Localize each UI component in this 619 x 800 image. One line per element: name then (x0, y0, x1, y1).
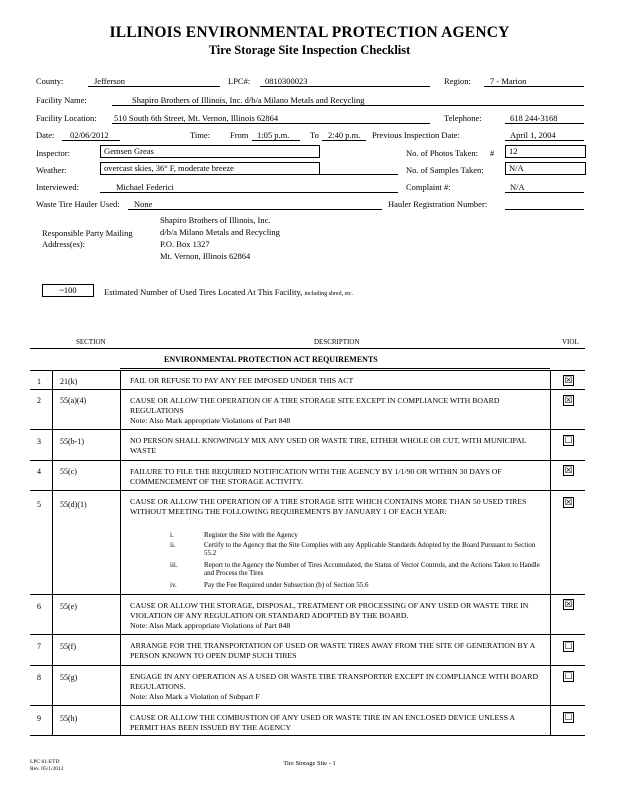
mailing-label-1: Responsible Party Mailing (42, 228, 133, 238)
interviewed-label: Interviewed: (36, 182, 79, 192)
hauler-label: Waste Tire Hauler Used: (36, 199, 120, 209)
date-label: Date: (36, 130, 55, 140)
county-value: Jefferson (94, 76, 125, 86)
complaint-label: Complaint #: (406, 182, 451, 192)
row-1-description: FAIL OR REFUSE TO PAY ANY FEE IMPOSED UNDER THIS ACT (130, 376, 354, 385)
subitem-num: iii. (170, 561, 178, 569)
row-8-note: Note: Also Mark a Violation of Subpart F (130, 692, 260, 701)
lpc-label: LPC#: (228, 76, 251, 86)
row-7-num: 7 (37, 642, 41, 651)
samples-value: N/A (505, 162, 586, 175)
previous-inspection-value: April 1, 2004 (510, 130, 556, 140)
inspector-label: Inspector: (36, 148, 70, 158)
row-7-violation-checkbox[interactable]: ☐ (564, 641, 573, 651)
complaint-value: N/A (510, 182, 525, 192)
estimate-label-text: Estimated Number of Used Tires Located At This Facility, (104, 287, 303, 297)
inspector-value: Gemsen Greas (100, 145, 320, 158)
mailing-line: Shapiro Brothers of Illinois, Inc. (160, 215, 271, 225)
row-5-description: CAUSE OR ALLOW THE OPERATION OF A TIRE STORAGE SITE WHICH CONTAINS MORE THAN 50 USED TIRES WITHOUT MEETING THE FOLLOWING REQUIREMENTS BY JANUARY 1 OF EACH YEAR: (130, 497, 527, 516)
row-1-violation-checkbox[interactable]: ☒ (564, 375, 573, 385)
row-6-note: Note: Also Mark appropriate Violations of Part 848 (130, 621, 291, 630)
row-6-num: 6 (37, 602, 41, 611)
county-label: County: (36, 76, 64, 86)
subitem-num: i. (170, 531, 174, 539)
row-9-violation-checkbox[interactable]: ☐ (564, 712, 573, 722)
from-label: From (230, 130, 249, 140)
weather-value: overcast skies, 36° F, moderate breeze (100, 162, 320, 175)
row-3-section: 55(b-1) (60, 437, 84, 446)
previous-inspection-label: Previous Inspection Date: (372, 130, 460, 140)
facility-location-label: Facility Location: (36, 113, 97, 123)
subitem-num: iv. (170, 581, 177, 589)
estimate-label (104, 287, 353, 297)
subitem-text: Pay the Fee Required under Subsection (b) of Section 55.6 (204, 581, 369, 589)
subitem-text: Certify to the Agency that the Site Complies with any Applicable Standards Adopted by the Board Pursuant to Section 55.2 (204, 541, 536, 557)
row-6-section: 55(e) (60, 602, 77, 611)
telephone-value: 618 244-3168 (510, 113, 558, 123)
hauler-value: None (134, 199, 153, 209)
row-5-num: 5 (37, 500, 41, 509)
photos-hash: # (490, 148, 495, 158)
col-description: DESCRIPTION (314, 338, 360, 346)
table-heading: ENVIRONMENTAL PROTECTION ACT REQUIREMENTS (164, 355, 378, 364)
row-2-description: CAUSE OR ALLOW THE OPERATION OF A TIRE STORAGE SITE EXCEPT IN COMPLIANCE WITH BOARD REGULATIONS (130, 396, 500, 415)
photos-value: 12 (505, 145, 586, 158)
telephone-label: Telephone: (444, 113, 482, 123)
row-4-section: 55(c) (60, 467, 77, 476)
row-9-num: 9 (37, 714, 41, 723)
row-3-description: NO PERSON SHALL KNOWINGLY MIX ANY USED OR WASTE TIRE, EITHER WHOLE OR CUT, WITH MUNICIPAL WASTE (130, 436, 527, 455)
row-8-section: 55(g) (60, 673, 78, 682)
form-title: Tire Storage Site Inspection Checklist (208, 43, 411, 57)
agency-title: ILLINOIS ENVIRONMENTAL PROTECTION AGENCY (109, 24, 510, 41)
page-footer: Tire Storage Site - 1 (283, 760, 336, 767)
row-9-section: 55(h) (60, 714, 78, 723)
row-8-num: 8 (37, 673, 41, 682)
estimate-value: ~100 (42, 284, 94, 297)
row-8-violation-checkbox[interactable]: ☐ (564, 671, 573, 681)
row-2-section: 55(a)(4) (60, 396, 87, 405)
mailing-line: P.O. Box 1327 (160, 239, 210, 249)
row-7-section: 55(f) (60, 642, 76, 651)
time-label: Time: (190, 130, 211, 140)
samples-label: No. of Samples Taken: (406, 165, 484, 175)
row-2-violation-checkbox[interactable]: ☒ (564, 395, 573, 405)
row-5-violation-checkbox[interactable]: ☒ (564, 497, 573, 507)
facility-name-value: Shapiro Brothers of Illinois, Inc. d/b/a Milano Metals and Recycling (132, 95, 365, 105)
mailing-line: d/b/a Milano Metals and Recycling (160, 227, 280, 237)
row-7-description: ARRANGE FOR THE TRANSPORTATION OF USED OR WASTE TIRES AWAY FROM THE SITE OF GENERATION BY A PERSON KNOWN TO OPEN DUMP SUCH TIRES (130, 641, 535, 660)
row-3-num: 3 (37, 437, 41, 446)
date-value: 02/06/2012 (70, 130, 109, 140)
form-code-1: LPC 61-ETD (30, 759, 60, 765)
row-3-violation-checkbox[interactable]: ☐ (564, 435, 573, 445)
row-6-violation-checkbox[interactable]: ☒ (564, 599, 573, 609)
row-1-num: 1 (37, 377, 41, 386)
facility-location-value: 510 South 6th Street, Mt. Vernon, Illinois 62864 (114, 113, 279, 123)
to-label: To (310, 130, 319, 140)
col-section: SECTION (76, 338, 106, 346)
row-4-num: 4 (37, 467, 41, 476)
region-label: Region: (444, 76, 471, 86)
row-4-description: FAILURE TO FILE THE REQUIRED NOTIFICATION WITH THE AGENCY BY 1/1/90 OR WITHIN 30 DAYS OF COMMENCEMENT OF THE STORAGE ACTIVITY. (130, 467, 502, 486)
mailing-address (160, 214, 280, 262)
photos-label: No. of Photos Taken: (406, 148, 478, 158)
row-2-note: Note: Also Mark appropriate Violations of Part 848 (130, 416, 291, 425)
hauler-registration-label: Hauler Registration Number: (388, 199, 488, 209)
form-code-2: Rev. 05/1/2012 (30, 766, 64, 772)
row-1-section: 21(k) (60, 377, 78, 386)
from-value: 1:05 p.m. (257, 130, 290, 140)
interviewed-value: Michael Federici (116, 182, 174, 192)
mailing-label-2: Address(es): (42, 239, 85, 249)
row-5-section: 55(d)(1) (60, 500, 87, 509)
row-8-description: ENGAGE IN ANY OPERATION AS A USED OR WASTE TIRE TRANSPORTER EXCEPT IN COMPLIANCE WITH BOARD REGULATIONS. (130, 672, 539, 691)
row-2-num: 2 (37, 396, 41, 405)
subitem-num: ii. (170, 541, 176, 549)
subitem-text: Report to the Agency the Number of Tires Accumulated, the Status of Vector Controls, and the Actions Taken to Handle and Process the Tires (204, 561, 540, 577)
row-4-violation-checkbox[interactable]: ☒ (564, 465, 573, 475)
row-6-description: CAUSE OR ALLOW THE STORAGE, DISPOSAL, TREATMENT OR PROCESSING OF ANY USED OR WASTE TIRE IN VIOLATION OF ANY REGULATION OR STANDARD ADOPTED BY THE BOARD. (130, 601, 529, 620)
region-value: 7 - Marion (490, 76, 527, 86)
estimate-note: including shred, etc. (304, 291, 354, 297)
to-value: 2:40 p.m. (328, 130, 361, 140)
mailing-line: Mt. Vernon, Illinois 62864 (160, 251, 251, 261)
lpc-value: 0810300023 (265, 76, 308, 86)
row-9-description: CAUSE OR ALLOW THE COMBUSTION OF ANY USED OR WASTE TIRE IN AN ENCLOSED DEVICE UNLESS A PERMIT HAS BEEN ISSUED BY THE AGENCY (130, 713, 515, 732)
subitem-text: Register the Site with the Agency (204, 531, 298, 539)
col-viol: VIOL (562, 338, 579, 346)
facility-name-label: Facility Name: (36, 95, 87, 105)
weather-label: Weather: (36, 165, 67, 175)
